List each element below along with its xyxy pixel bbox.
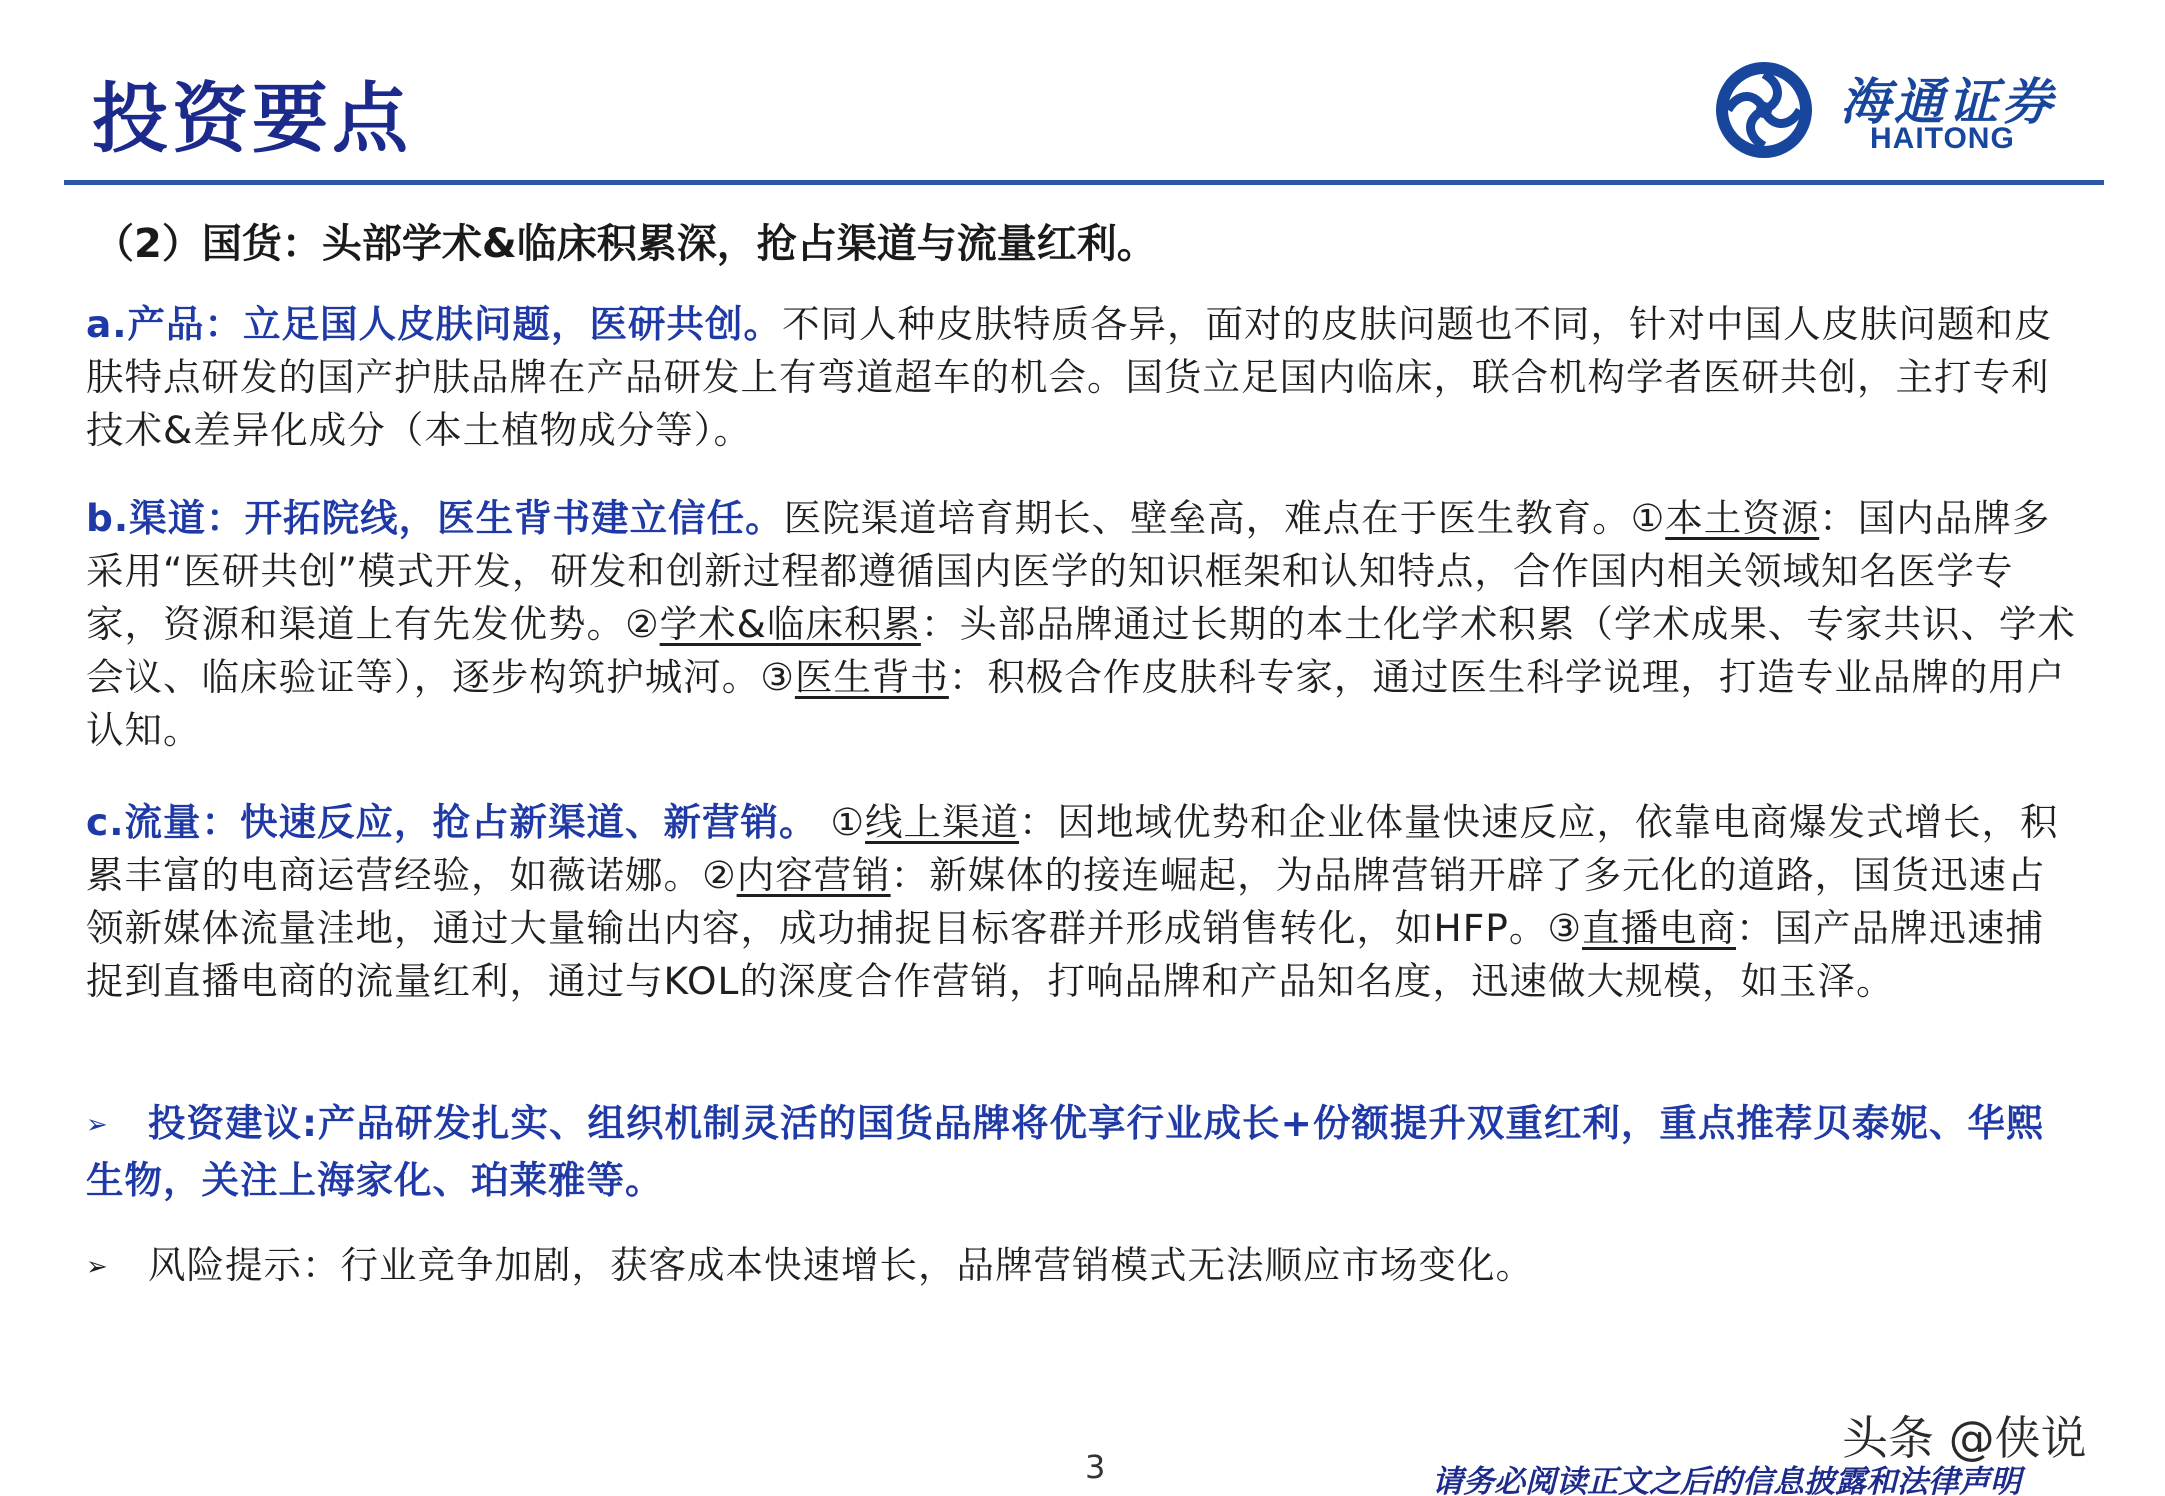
arrow-bullet-icon: ➢ bbox=[86, 1252, 109, 1282]
page-number: 3 bbox=[1085, 1448, 1106, 1486]
traffic-point-2-mark: ② bbox=[702, 853, 737, 897]
risk-warning bbox=[86, 1238, 2076, 1295]
traffic-point-3-text: ：国产品牌迅速捕捉到直播电商的流量红利，通过与KOL的深度合作营销，打响品牌和产品知名度，迅速做大规模，如玉泽。 bbox=[86, 906, 2045, 1003]
channel-lead: b.渠道：开拓院线，医生背书建立信任。 bbox=[86, 496, 784, 540]
haitong-logo-icon bbox=[1712, 58, 1816, 162]
channel-point-1-text: ：国内品牌多采用“医研共创”模式开发，研发和创新过程都遵循国内医学的知识框架和认知特点，合作国内相关领域知名医学专家，资源和渠道上有先发优势。 bbox=[86, 496, 2051, 646]
traffic-point-2-term: 内容营销 bbox=[736, 853, 891, 897]
product-lead: a.产品：立足国人皮肤问题，医研共创。 bbox=[86, 302, 783, 346]
channel-point-2-mark: ② bbox=[625, 602, 660, 646]
channel-paragraph bbox=[86, 492, 2076, 757]
risk-text: 风险提示：行业竞争加剧，获客成本快速增长，品牌营销模式无法顺应市场变化。 bbox=[148, 1243, 1534, 1287]
traffic-paragraph bbox=[86, 796, 2076, 1008]
traffic-point-3-mark: ③ bbox=[1547, 906, 1583, 950]
traffic-point-1-mark: ① bbox=[817, 800, 866, 844]
logo-english-name: HAITONG bbox=[1870, 122, 2015, 155]
traffic-point-1-text: ：因地域优势和企业体量快速反应，依靠电商爆发式增长，积累丰富的电商运营经验，如薇诺娜。 bbox=[86, 800, 2059, 897]
logo-chinese-name: 海通证券 bbox=[1840, 72, 2056, 131]
channel-point-3-mark: ③ bbox=[760, 655, 795, 699]
channel-point-2-text: ：头部品牌通过长期的本土化学术积累（学术成果、专家共识、学术会议、临床验证等），逐步构筑护城河。 bbox=[86, 602, 2076, 699]
haitong-logo bbox=[1712, 58, 2092, 162]
product-paragraph bbox=[86, 298, 2076, 457]
page-title: 投资要点 bbox=[92, 74, 412, 163]
traffic-lead: c.流量：快速反应，抢占新渠道、新营销。 bbox=[86, 800, 818, 844]
channel-intro: 医院渠道培育期长、壁垒高，难点在于医生教育。 bbox=[783, 496, 1631, 540]
header-divider bbox=[64, 180, 2104, 185]
channel-point-1-mark: ① bbox=[1630, 496, 1666, 540]
channel-point-2-term: 学术&临床积累 bbox=[659, 602, 921, 646]
investment-text: 投资建议:产品研发扎实、组织机制灵活的国货品牌将优享行业成长+份额提升双重红利，重点推荐贝泰妮、华熙生物，关注上海家化、珀莱雅等。 bbox=[86, 1101, 2045, 1202]
investment-recommendation bbox=[86, 1096, 2076, 1208]
channel-point-3-text: ：积极合作皮肤科专家，通过医生科学说理，打造专业品牌的用户认知。 bbox=[86, 655, 2066, 752]
traffic-point-2-text: ：新媒体的接连崛起，为品牌营销开辟了多元化的道路，国货迅速占领新媒体流量洼地，通过大量输出内容，成功捕捉目标客群并形成销售转化，如HFP。 bbox=[86, 853, 2046, 950]
channel-point-1-term: 本土资源 bbox=[1665, 496, 1820, 540]
channel-point-3-term: 医生背书 bbox=[794, 655, 949, 699]
traffic-point-1-term: 线上渠道 bbox=[865, 800, 1020, 844]
section-heading: （2）国货：头部学术&临床积累深，抢占渠道与流量红利。 bbox=[94, 221, 1157, 267]
product-text: 不同人种皮肤特质各异，面对的皮肤问题也不同，针对中国人皮肤问题和皮肤特点研发的国产护肤品牌在产品研发上有弯道超车的机会。国货立足国内临床，联合机构学者医研共创，主打专利技术&差异化成分（本土植物成分等）。 bbox=[86, 302, 2053, 452]
legal-disclaimer: 请务必阅读正文之后的信息披露和法律声明 bbox=[1432, 1464, 2021, 1496]
arrow-bullet-icon: ➢ bbox=[86, 1110, 109, 1140]
watermark: 头条 @侠说 bbox=[1842, 1411, 2087, 1465]
traffic-point-3-term: 直播电商 bbox=[1582, 906, 1737, 950]
